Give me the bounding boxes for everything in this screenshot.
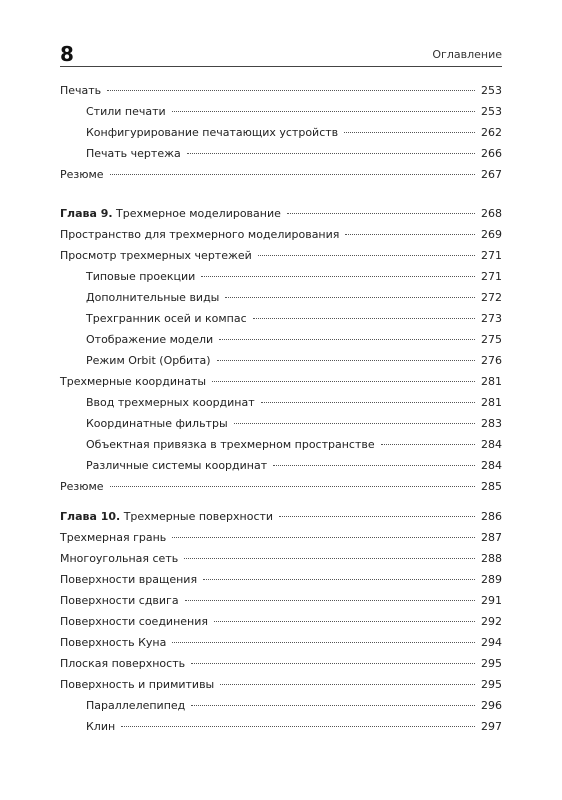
toc-entry-page: 281 [481, 396, 502, 409]
toc-entry-text: Поверхности вращения [60, 573, 198, 586]
toc-entry [60, 530, 502, 546]
dot-leader [172, 537, 475, 538]
toc-entry-text: Поверхности сдвига [60, 594, 179, 607]
toc-entry-page: 295 [481, 678, 502, 691]
toc-entry-title [60, 509, 273, 525]
toc-entry-title [60, 551, 178, 567]
toc-entry [60, 635, 502, 651]
toc-entry-text: Многоугольная сеть [60, 552, 179, 565]
dot-leader [185, 600, 475, 601]
running-title: Оглавление [432, 48, 502, 61]
toc-entry-title [86, 125, 338, 141]
toc-entry [60, 353, 502, 369]
toc-entry [60, 458, 502, 474]
toc-entry-title [60, 677, 214, 693]
page-header [60, 44, 502, 67]
dot-leader [187, 153, 475, 154]
dot-leader [201, 276, 475, 277]
toc-entry [60, 479, 502, 495]
dot-leader [214, 621, 475, 622]
toc-entry [60, 374, 502, 390]
dot-leader [191, 663, 475, 664]
toc-entry [60, 104, 502, 120]
toc-entry-title [86, 332, 213, 348]
toc-entry-page: 276 [481, 354, 502, 367]
toc-entry-text: Трехмерная грань [60, 531, 167, 544]
toc-entry [60, 719, 502, 735]
toc-entry-page: 275 [481, 333, 502, 346]
toc-entry [60, 227, 502, 243]
dot-leader [234, 423, 475, 424]
toc-entry-title [60, 83, 101, 99]
dot-leader [110, 486, 475, 487]
toc-entry-text: Резюме [60, 480, 104, 493]
toc-entry-page: 281 [481, 375, 502, 388]
toc-entry-page: 297 [481, 720, 502, 733]
toc-entry-page: 296 [481, 699, 502, 712]
toc-entry-text: Трехгранник осей и компас [86, 312, 247, 325]
toc-entry-title [60, 479, 104, 495]
toc-entry-text: Трехмерные координаты [60, 375, 207, 388]
toc-entry-text: Отображение модели [86, 333, 214, 346]
toc-entry [60, 125, 502, 141]
dot-leader [217, 360, 475, 361]
toc-entry-text: Координатные фильтры [86, 417, 228, 430]
dot-leader [184, 558, 475, 559]
toc-entry-text: Поверхность и примитивы [60, 678, 215, 691]
toc-entry-title [86, 437, 375, 453]
toc-entry-page: 268 [481, 207, 502, 220]
dot-leader [279, 516, 475, 517]
toc-entry-text: Печать чертежа [86, 147, 181, 160]
toc-entry-title [86, 395, 255, 411]
toc-entry [60, 290, 502, 306]
dot-leader [121, 726, 475, 727]
toc-entry-text: Конфигурирование печатающих устройств [86, 126, 339, 139]
toc-entry-title [86, 353, 211, 369]
toc-entry-page: 285 [481, 480, 502, 493]
toc-entry-text: Резюме [60, 168, 104, 181]
toc-entry-text: Плоская поверхность [60, 657, 186, 670]
toc-entry [60, 269, 502, 285]
toc-entry [60, 593, 502, 609]
dot-leader [107, 90, 475, 91]
toc-entry-title [60, 635, 166, 651]
dot-leader [203, 579, 475, 580]
dot-leader [219, 339, 475, 340]
dot-leader [261, 402, 475, 403]
toc-entry-text: Поверхность Куна [60, 636, 167, 649]
toc-entry-page: 271 [481, 249, 502, 262]
toc-entry-page: 271 [481, 270, 502, 283]
toc-entry-page: 269 [481, 228, 502, 241]
dot-leader [345, 234, 475, 235]
dot-leader [191, 705, 475, 706]
toc-entry-text: Объектная привязка в трехмерном пространстве [86, 438, 375, 451]
toc-entry-text: Трехмерное моделирование [112, 207, 281, 220]
dot-leader [258, 255, 475, 256]
toc-entry-text: Ввод трехмерных координат [86, 396, 255, 409]
toc-entry-text: Типовые проекции [86, 270, 196, 283]
page-number: 8 [60, 42, 74, 66]
toc-entry-title [86, 416, 228, 432]
dot-leader [344, 132, 475, 133]
toc-entry-title [86, 269, 195, 285]
toc-entry [60, 146, 502, 162]
toc-entry-page: 266 [481, 147, 502, 160]
toc-entry-page: 284 [481, 459, 502, 472]
toc-entry-page: 283 [481, 417, 502, 430]
toc-entry-text: Режим Orbit (Орбита) [86, 354, 211, 367]
toc-entry [60, 332, 502, 348]
toc-entry-title [86, 104, 166, 120]
toc-entry-title [60, 248, 252, 264]
toc-entry-title [60, 614, 208, 630]
toc-entry-title [86, 146, 181, 162]
dot-leader [253, 318, 475, 319]
toc-entry-page: 253 [481, 84, 502, 97]
toc-entry-page: 289 [481, 573, 502, 586]
toc-entry-title [86, 458, 267, 474]
toc-entry-title [60, 227, 339, 243]
toc-entry-page: 288 [481, 552, 502, 565]
dot-leader [225, 297, 475, 298]
toc-entry-text: Параллелепипед [86, 699, 186, 712]
toc-entry [60, 614, 502, 630]
toc-entry-text: Просмотр трехмерных чертежей [60, 249, 252, 262]
toc-entry-title [60, 530, 166, 546]
toc-entry-page: 294 [481, 636, 502, 649]
toc-entry [60, 437, 502, 453]
toc-entry-page: 262 [481, 126, 502, 139]
toc-entry [60, 551, 502, 567]
toc-entry-text: Стили печати [86, 105, 166, 118]
dot-leader [287, 213, 475, 214]
toc-entry-title [86, 719, 115, 735]
dot-leader [212, 381, 475, 382]
toc-entry [60, 416, 502, 432]
dot-leader [220, 684, 475, 685]
toc-entry [60, 395, 502, 411]
toc-entry-title [60, 206, 281, 222]
toc-entry-title [86, 311, 247, 327]
chapter-label: Глава 10. [60, 510, 121, 523]
dot-leader [172, 642, 475, 643]
toc-entry [60, 206, 502, 222]
dot-leader [273, 465, 475, 466]
toc-entry-page: 292 [481, 615, 502, 628]
toc-entry-text: Клин [86, 720, 116, 733]
toc-entry-text: Трехмерные поверхности [120, 510, 274, 523]
toc-entry-text: Дополнительные виды [86, 291, 220, 304]
dot-leader [172, 111, 475, 112]
toc-entry-title [60, 572, 197, 588]
toc-entry [60, 572, 502, 588]
toc-entry-page: 273 [481, 312, 502, 325]
toc-entry [60, 677, 502, 693]
toc-entry-text: Пространство для трехмерного моделирования [60, 228, 340, 241]
toc-entry [60, 656, 502, 672]
toc-entry-page: 287 [481, 531, 502, 544]
toc-entry-title [60, 656, 185, 672]
toc-entry [60, 698, 502, 714]
toc-entry-page: 291 [481, 594, 502, 607]
toc-entry [60, 83, 502, 99]
toc-entry-page: 284 [481, 438, 502, 451]
toc-entry-title [60, 167, 104, 183]
toc-entry-page: 295 [481, 657, 502, 670]
toc-entry [60, 167, 502, 183]
toc-entry-text: Печать [60, 84, 102, 97]
toc-entry [60, 248, 502, 264]
toc-entry-page: 267 [481, 168, 502, 181]
toc-entry [60, 311, 502, 327]
toc-entry-title [86, 698, 185, 714]
toc-entry-title [86, 290, 219, 306]
toc-entry-page: 253 [481, 105, 502, 118]
toc-entry-title [60, 374, 206, 390]
chapter-label: Глава 9. [60, 207, 113, 220]
toc-entry-text: Различные системы координат [86, 459, 268, 472]
toc-entry-page: 286 [481, 510, 502, 523]
toc-entry-page: 272 [481, 291, 502, 304]
toc-entry [60, 509, 502, 525]
dot-leader [110, 174, 475, 175]
toc-entry-title [60, 593, 179, 609]
dot-leader [381, 444, 475, 445]
toc-entry-text: Поверхности соединения [60, 615, 208, 628]
